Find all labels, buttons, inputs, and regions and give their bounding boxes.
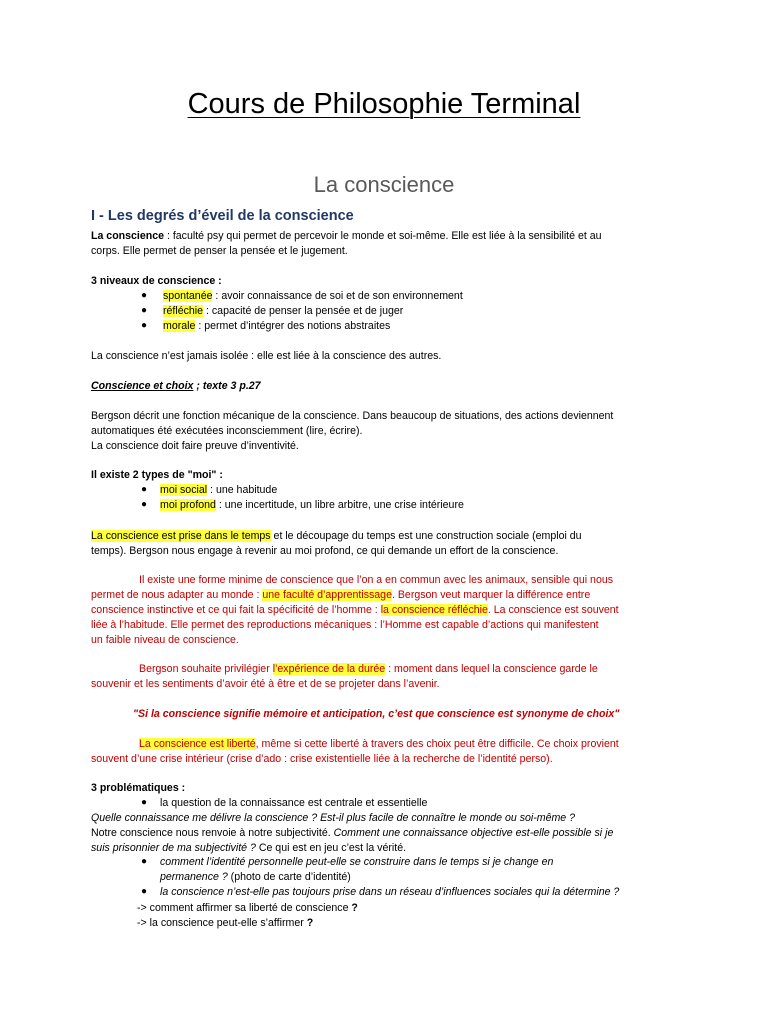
bullet-icon: ● — [141, 484, 148, 495]
bullet-icon: ● — [141, 290, 148, 301]
bullet-icon: ● — [141, 320, 148, 331]
bullet-icon: ● — [141, 797, 148, 808]
paragraph-line: Notre conscience nous renvoie à notre subjectivité. Comment une connaissance objective est-elle possible si je — [91, 827, 614, 839]
paragraph-line: Bergson souhaite privilégier l’expérience de la durée : moment dans lequel la conscience garde le — [139, 663, 598, 675]
paragraph-line: conscience instinctive et ce qui fait la spécificité de l’homme : la conscience réfléchie. La conscience est souvent — [91, 604, 619, 616]
paragraph-line: temps). Bergson nous engage à revenir au moi profond, ce qui demande un effort de la conscience. — [91, 545, 559, 557]
list-item: la conscience n’est-elle pas toujours prise dans un réseau d’influences sociales qui la détermine ? — [160, 886, 620, 898]
bullet-icon: ● — [141, 305, 148, 316]
paragraph-line: La conscience est prise dans le temps et le découpage du temps est une construction sociale (emploi du — [91, 530, 582, 542]
list-item: réfléchie : capacité de penser la pensée et de juger — [163, 305, 404, 317]
quote: "Si la conscience signifie mémoire et anticipation, c’est que conscience est synonyme de choix" — [133, 708, 620, 720]
bullet-icon: ● — [141, 886, 148, 897]
list-item: permanence ? (photo de carte d’identité) — [160, 871, 351, 883]
list-item: spontanée : avoir connaissance de soi et de son environnement — [163, 290, 463, 302]
text-reference: Conscience et choix ; texte 3 p.27 — [91, 380, 261, 392]
page-title: Cours de Philosophie Terminal — [187, 88, 581, 120]
page-subtitle: La conscience — [313, 172, 455, 197]
niveaux-heading: 3 niveaux de conscience : — [91, 275, 222, 287]
section-heading: I - Les degrés d’éveil de la conscience — [91, 208, 354, 224]
paragraph-line: permet de nous adapter au monde : une faculté d’apprentissage. Bergson veut marquer la différence entre — [91, 589, 591, 601]
list-item: comment l’identité personnelle peut-elle se construire dans le temps si je change en — [160, 856, 554, 868]
paragraph-line: suis prisonnier de ma subjectivité ? Ce qui est en jeu c’est la vérité. — [91, 842, 407, 854]
paragraph-line: Quelle connaissance me délivre la conscience ? Est-il plus facile de connaître le monde ou soi-même ? — [91, 812, 576, 824]
definition-line: corps. Elle permet de penser la pensée et le jugement. — [91, 245, 348, 257]
paragraph-line: -> comment affirmer sa liberté de conscience ? — [137, 902, 358, 914]
moi-heading: Il existe 2 types de "moi" : — [91, 469, 223, 481]
list-item: moi social : une habitude — [160, 484, 278, 496]
paragraph-line: -> la conscience peut-elle s’affirmer ? — [137, 917, 314, 929]
list-item: morale : permet d’intégrer des notions abstraites — [163, 320, 391, 332]
paragraph-line: La conscience est liberté, même si cette liberté à travers des choix peut être difficile. Ce choix provient — [139, 738, 619, 750]
paragraph-line: liée à l’habitude. Elle permet des reproductions mécaniques : l’Homme est capable d’actions qui manifestent — [91, 619, 599, 631]
paragraph-line: La conscience doit faire preuve d’inventivité. — [91, 440, 299, 452]
definition-line: La conscience : faculté psy qui permet de percevoir le monde et soi-même. Elle est liée à la sensibilité et au — [91, 230, 602, 242]
list-item: la question de la connaissance est centrale et essentielle — [160, 797, 428, 809]
paragraph-line: automatiques été exécutées inconsciemment (lire, écrire). — [91, 425, 363, 437]
paragraph-line: un faible niveau de conscience. — [91, 634, 239, 646]
paragraph-line: Bergson décrit une fonction mécanique de la conscience. Dans beaucoup de situations, des actions deviennent — [91, 410, 614, 422]
bullet-icon: ● — [141, 856, 148, 867]
list-item: moi profond : une incertitude, un libre arbitre, une crise intérieure — [160, 499, 464, 511]
paragraph-line: La conscience n’est jamais isolée : elle est liée à la conscience des autres. — [91, 350, 442, 362]
bullet-icon: ● — [141, 499, 148, 510]
paragraph-line: souvenir et les sentiments d’avoir été à être et de se projeter dans l’avenir. — [91, 678, 440, 690]
paragraph-line: souvent d’une crise intérieur (crise d’ado : crise existentielle liée à la recherche de l’identité perso). — [91, 753, 553, 765]
paragraph-line: Il existe une forme minime de conscience que l’on a en commun avec les animaux, sensible qui nous — [139, 574, 614, 586]
problematiques-heading: 3 problématiques : — [91, 782, 186, 794]
